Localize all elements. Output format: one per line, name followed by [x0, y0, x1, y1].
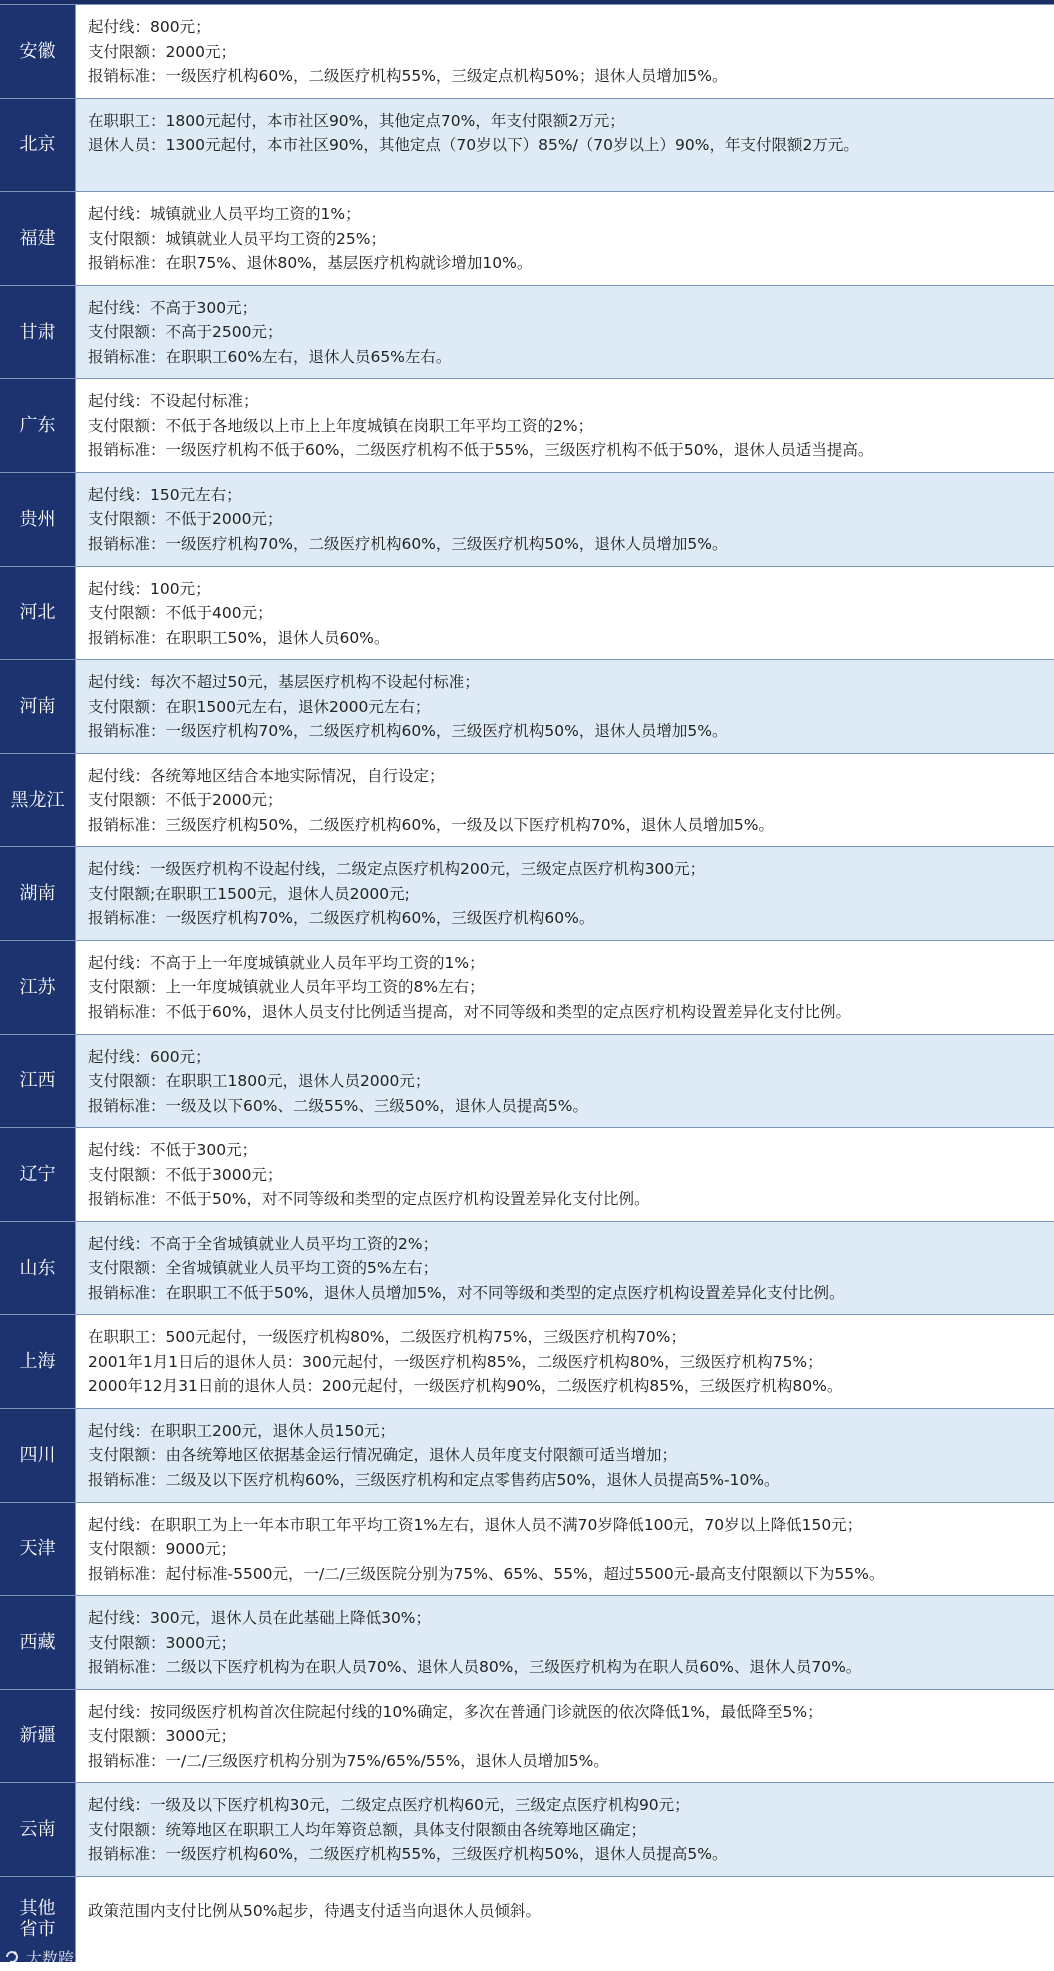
policy-details — [76, 941, 1054, 1034]
policy-line: 支付限额：不高于2500元； — [88, 323, 283, 342]
policy-line: 支付限额：3000元； — [88, 1633, 236, 1652]
province-label: 云南 — [0, 1783, 76, 1876]
policy-line: 报销标准：一级医疗机构60%，二级医疗机构55%，三级定点机构50%；退休人员增加5%。 — [88, 67, 728, 85]
watermark — [4, 1947, 90, 1967]
policy-line: 报销标准：一级及以下60%、二级55%、三级50%，退休人员提高5%。 — [88, 1096, 588, 1115]
policy-line: 支付限额：全省城镇就业人员平均工资的5%左右； — [88, 1259, 439, 1278]
policy-line: 起付线：按同级医疗机构首次住院起付线的10%确定，多次在普通门诊就医的依次降低1%，最低降至5%； — [88, 1702, 823, 1721]
policy-line: 支付限额;在职职工1500元，退休人员2000元; — [88, 884, 410, 903]
policy-line: 支付限额：统筹地区在职职工人均年筹资总额，具体支付限额由各统筹地区确定； — [88, 1820, 647, 1839]
policy-line: 起付线：不高于上一年度城镇就业人员年平均工资的1%； — [88, 953, 485, 972]
policy-line: 起付线：每次不超过50元，基层医疗机构不设起付标准； — [88, 673, 480, 692]
table-row — [0, 847, 1054, 941]
province-label: 新疆 — [0, 1690, 76, 1783]
policy-line: 报销标准：一级医疗机构70%，二级医疗机构60%，三级医疗机构60%。 — [88, 909, 595, 928]
policy-details — [76, 1409, 1054, 1502]
policy-line: 报销标准：在职职工不低于50%，退休人员增加5%，对不同等级和类型的定点医疗机构设置差异化支付比例。 — [88, 1283, 845, 1302]
policy-details — [76, 1035, 1054, 1128]
policy-line: 起付线：100元； — [88, 579, 211, 598]
policy-line: 在职职工：500元起付，一级医疗机构80%，二级医疗机构75%，三级医疗机构70%； — [88, 1328, 686, 1347]
policy-line: 起付线：城镇就业人员平均工资的1%； — [88, 205, 361, 224]
table-row — [0, 1783, 1054, 1877]
table-row — [0, 567, 1054, 661]
province-label: 辽宁 — [0, 1128, 76, 1221]
province-label: 北京 — [0, 99, 76, 192]
province-label: 山东 — [0, 1222, 76, 1315]
policy-line: 支付限额：3000元； — [88, 1727, 236, 1746]
policy-line: 起付线：不高于全省城镇就业人员平均工资的2%； — [88, 1234, 439, 1253]
policy-details — [76, 99, 1054, 192]
policy-line: 报销标准：在职75%、退休80%，基层医疗机构就诊增加10%。 — [88, 254, 533, 273]
watermark-text: 大数跨境 — [26, 1948, 91, 1968]
reimbursement-table — [0, 4, 1054, 1962]
table-row — [0, 1409, 1054, 1503]
policy-line: 起付线：一级及以下医疗机构30元，二级定点医疗机构60元，三级定点医疗机构90元； — [88, 1796, 690, 1815]
policy-details — [76, 1596, 1054, 1689]
table-row — [0, 1315, 1054, 1409]
table-row — [0, 1035, 1054, 1129]
table-row — [0, 1690, 1054, 1784]
policy-line: 报销标准：二级及以下医疗机构60%，三级医疗机构和定点零售药店50%，退休人员提高5%-10%。 — [88, 1470, 780, 1489]
table-row — [0, 99, 1054, 193]
province-label: 湖南 — [0, 847, 76, 940]
table-row — [0, 1222, 1054, 1316]
policy-details — [76, 5, 1054, 98]
policy-details — [76, 1503, 1054, 1596]
table-row — [0, 192, 1054, 286]
policy-line: 起付线：不低于300元； — [88, 1141, 258, 1160]
policy-line: 支付限额：不低于2000元； — [88, 510, 283, 529]
province-label: 河北 — [0, 567, 76, 660]
policy-details — [76, 286, 1054, 379]
table-row — [0, 660, 1054, 754]
policy-details — [76, 567, 1054, 660]
table-row — [0, 754, 1054, 848]
table-row — [0, 941, 1054, 1035]
province-label: 福建 — [0, 192, 76, 285]
policy-details — [76, 1128, 1054, 1221]
table-row — [0, 286, 1054, 380]
policy-details — [76, 847, 1054, 940]
table-row — [0, 379, 1054, 473]
province-label: 安徽 — [0, 5, 76, 98]
policy-line: 起付线：一级医疗机构不设起付线，二级定点医疗机构200元，三级定点医疗机构300元； — [88, 860, 706, 879]
province-label: 上海 — [0, 1315, 76, 1408]
policy-line: 支付限额：在职职工1800元，退休人员2000元； — [88, 1072, 431, 1091]
policy-line: 报销标准：一/二/三级医疗机构分别为75%/65%/55%，退休人员增加5%。 — [88, 1751, 609, 1770]
table-row — [0, 5, 1054, 99]
policy-line: 报销标准：二级以下医疗机构为在职人员70%、退休人员80%，三级医疗机构为在职人员60%、退休人员70%。 — [88, 1658, 862, 1677]
policy-line: 支付限额：由各统筹地区依据基金运行情况确定，退休人员年度支付限额可适当增加； — [88, 1446, 678, 1465]
table-row — [0, 1128, 1054, 1222]
policy-line: 报销标准：一级医疗机构不低于60%，二级医疗机构不低于55%，三级医疗机构不低于50%，退休人员适当提高。 — [88, 441, 874, 460]
policy-line: 起付线：300元，退休人员在此基础上降低30%； — [88, 1609, 432, 1628]
policy-line: 支付限额：9000元； — [88, 1540, 236, 1558]
province-label: 广东 — [0, 379, 76, 472]
table-row — [0, 473, 1054, 567]
policy-line: 起付线：800元； — [88, 18, 211, 36]
province-label: 黑龙江 — [0, 754, 76, 847]
policy-line: 起付线：在职职工为上一年本市职工年平均工资1%左右，退休人员不满70岁降低100元，70岁以上降低150元； — [88, 1515, 863, 1534]
table-row — [0, 1596, 1054, 1690]
policy-details — [76, 1783, 1054, 1876]
policy-line: 起付线：不设起付标准； — [88, 392, 259, 411]
policy-line: 支付限额：在职1500元左右，退休2000元左右； — [88, 697, 431, 716]
policy-line: 起付线：在职职工200元，退休人员150元； — [88, 1421, 396, 1440]
policy-line: 支付限额：2000元； — [88, 42, 236, 61]
policy-line: 报销标准：三级医疗机构50%，二级医疗机构60%，一级及以下医疗机构70%，退休人员增加5%。 — [88, 815, 774, 834]
policy-details — [76, 660, 1054, 753]
province-label: 四川 — [0, 1409, 76, 1502]
policy-line: 在职职工：1800元起付，本市社区90%，其他定点70%，年支付限额2万元； — [88, 111, 625, 130]
policy-details — [76, 1690, 1054, 1783]
policy-line: 报销标准：一级医疗机构70%，二级医疗机构60%，三级医疗机构50%，退休人员增加5%。 — [88, 722, 728, 741]
policy-line: 退休人员：1300元起付，本市社区90%，其他定点（70岁以下）85%/（70岁以上）90%，年支付限额2万元。 — [88, 136, 859, 155]
policy-details — [76, 192, 1054, 285]
policy-line: 报销标准：在职职工60%左右，退休人员65%左右。 — [88, 347, 452, 366]
policy-line: 支付限额：上一年度城镇就业人员年平均工资的8%左右； — [88, 978, 485, 997]
table-row — [0, 1503, 1054, 1597]
province-label: 西藏 — [0, 1596, 76, 1689]
policy-line: 报销标准：一级医疗机构70%，二级医疗机构60%，三级医疗机构50%，退休人员增加5%。 — [88, 534, 728, 553]
policy-line: 起付线：各统筹地区结合本地实际情况，自行设定； — [88, 766, 445, 785]
policy-line: 支付限额：不低于2000元； — [88, 791, 283, 810]
policy-line: 起付线：600元； — [88, 1047, 211, 1066]
policy-line: 2000年12月31日前的退休人员：200元起付，一级医疗机构90%，二级医疗机构85%，三级医疗机构80%。 — [88, 1377, 843, 1396]
policy-line: 起付线：150元左右； — [88, 485, 242, 504]
policy-details — [76, 1222, 1054, 1315]
policy-line: 支付限额：不低于400元； — [88, 604, 273, 623]
province-label: 河南 — [0, 660, 76, 753]
policy-details — [76, 1877, 1054, 1962]
province-label: 天津 — [0, 1503, 76, 1596]
province-label: 江苏 — [0, 941, 76, 1034]
policy-line: 支付限额：不低于各地级以上市上上年度城镇在岗职工年平均工资的2%； — [88, 416, 594, 435]
policy-details — [76, 1315, 1054, 1408]
province-label: 其他 省市 — [0, 1877, 76, 1962]
policy-details — [76, 379, 1054, 472]
policy-line: 报销标准：一级医疗机构60%，二级医疗机构55%，三级医疗机构50%，退休人员提高5%。 — [88, 1845, 728, 1864]
logo-icon — [4, 1949, 20, 1965]
policy-line: 政策范围内支付比例从50%起步，待遇支付适当向退休人员倾斜。 — [88, 1901, 541, 1920]
policy-line: 2001年1月1日后的退休人员：300元起付，一级医疗机构85%，二级医疗机构80%，三级医疗机构75%； — [88, 1352, 823, 1371]
province-label: 江西 — [0, 1035, 76, 1128]
policy-line: 报销标准：在职职工50%，退休人员60%。 — [88, 628, 390, 647]
policy-line: 起付线：不高于300元； — [88, 298, 258, 317]
policy-line: 支付限额：不低于3000元； — [88, 1165, 283, 1184]
province-label: 贵州 — [0, 473, 76, 566]
policy-details — [76, 473, 1054, 566]
policy-details — [76, 754, 1054, 847]
policy-line: 报销标准：起付标准-5500元，一/二/三级医院分别为75%、65%、55%，超过5500元-最高支付限额以下为55%。 — [88, 1564, 885, 1583]
policy-line: 报销标准：不低于50%，对不同等级和类型的定点医疗机构设置差异化支付比例。 — [88, 1190, 650, 1209]
policy-line: 支付限额：城镇就业人员平均工资的25%； — [88, 229, 386, 248]
province-label: 甘肃 — [0, 286, 76, 379]
policy-line: 报销标准：不低于60%，退休人员支付比例适当提高，对不同等级和类型的定点医疗机构设置差异化支付比例。 — [88, 1002, 851, 1021]
table-row — [0, 1877, 1054, 1962]
